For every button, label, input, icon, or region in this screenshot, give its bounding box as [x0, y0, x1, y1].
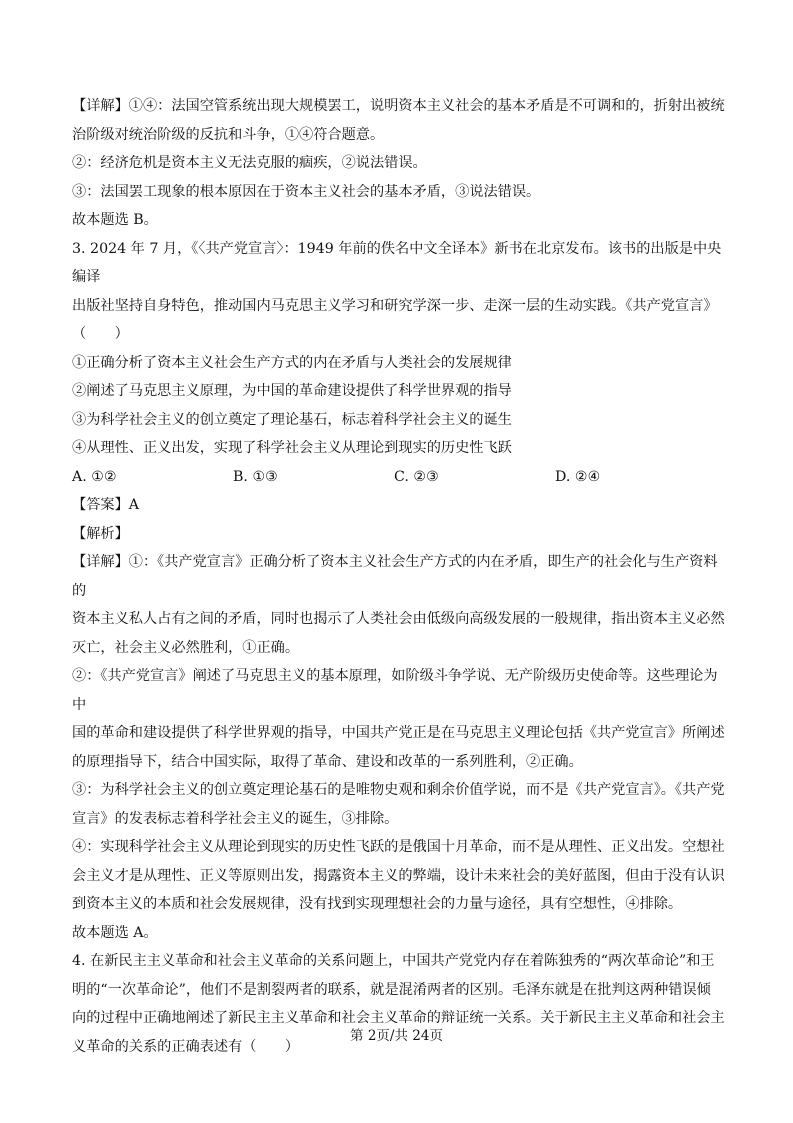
text-line: ②：《共产党宣言》阐述了马克思主义的基本原理，如阶级斗争学说、无产阶级历史使命等。这些理论为中	[72, 668, 718, 713]
answer-label: 【答案】A	[72, 497, 139, 513]
text-line: 的原理指导下，结合中国实际，取得了革命、建设和改革的一系列胜利，②正确。	[72, 753, 583, 770]
answer-options	[72, 463, 727, 492]
text-line: 国的革命和建设提供了科学世界观的指导，中国共产党正是在马克思主义理论包括《共产党宣言》所阐述	[72, 725, 725, 741]
question-4-stem: 4. 在新民主主义革命和社会主义革命的关系问题上，中国共产党党内存在着陈独秀的“两次革命论”和王	[72, 953, 715, 969]
question-4-stem: 向的过程中正确地阐述了新民主主义革命和社会主义革命的辩证统一关系。关于新民主主义革命和社会主	[72, 1010, 725, 1026]
question-4-stem: 明的“一次革命论”，他们不是割裂两者的联系，就是混淆两者的区别。毛泽东就是在批判这两种错误倾	[72, 981, 711, 998]
statement-1: ①正确分析了资本主义社会生产方式的内在矛盾与人类社会的发展规律	[72, 354, 512, 371]
text-line: 故本题选 A。	[72, 924, 158, 941]
page-number-footer: 第 2页/共 24页	[350, 1028, 443, 1044]
text-line: 故本题选 B。	[72, 212, 158, 228]
text-line: 灭亡，社会主义必然胜利，①正确。	[72, 639, 300, 656]
question-3-stem: 3. 2024 年 7 月，《〈共产党宣言〉：1949 年前的佚名中文全译本》新书在北京发布。该书的出版是中央编译	[72, 240, 722, 285]
option-d: D. ②④	[555, 468, 601, 485]
text-line: 宣言》的发表标志着科学社会主义的诞生，③排除。	[72, 810, 399, 827]
text-line: 资本主义私人占有之间的矛盾，同时也揭示了人类社会由低级向高级发展的一般规律，指出资本主义必然	[72, 611, 725, 627]
statement-3: ③为科学社会主义的创立奠定了理论基石，标志着科学社会主义的诞生	[72, 411, 512, 428]
option-b: B. ①③	[233, 468, 278, 485]
question-3-stem: 出版社坚持自身特色，推动国内马克思主义学习和研究学深一步、走深一层的生动实践。《共产党宣言》（ ）	[72, 297, 718, 342]
statement-4: ④从理性、正义出发，实现了科学社会主义从理论到现实的历史性飞跃	[72, 440, 512, 456]
text-line: 【详解】①：《共产党宣言》正确分析了资本主义社会生产方式的内在矛盾，即生产的社会化与生产资料的	[72, 554, 718, 599]
text-line: ③：法国罢工现象的根本原因在于资本主义社会的基本矛盾，③说法错误。	[72, 183, 541, 200]
text-line: ③：为科学社会主义的创立奠定理论基石的是唯物史观和剩余价值学说，而不是《共产党宣言》。《共产党	[72, 782, 725, 798]
analysis-label: 【解析】	[72, 525, 129, 542]
text-line: ②：经济危机是资本主义无法克服的痼疾，②说法错误。	[72, 155, 427, 171]
text-line: ④：实现科学社会主义从理论到现实的历史性飞跃的是俄国十月革命，而不是从理性、正义出发。空想社	[72, 839, 725, 855]
question-4-stem: 义革命的关系的正确表述有（ ）	[72, 1038, 300, 1055]
option-c: C. ②③	[394, 468, 439, 485]
statement-2: ②阐述了马克思主义原理，为中国的革命建设提供了科学世界观的指导	[72, 383, 512, 399]
document-body	[72, 92, 727, 1061]
text-line: 到资本主义的本质和社会发展规律，没有找到实现理想社会的力量与途径，具有空想性，④排除。	[72, 896, 683, 912]
text-line: 治阶级对统治阶级的反抗和斗争，①④符合题意。	[72, 126, 385, 143]
option-a: A. ①②	[72, 468, 117, 485]
text-line: 【详解】①④：法国空管系统出现大规模罢工，说明资本主义社会的基本矛盾是不可调和的，折射出被统	[72, 98, 725, 114]
text-line: 会主义才是从理性、正义等原则出发，揭露资本主义的弊端，设计未来社会的美好蓝图，但由于没有认识	[72, 867, 725, 884]
